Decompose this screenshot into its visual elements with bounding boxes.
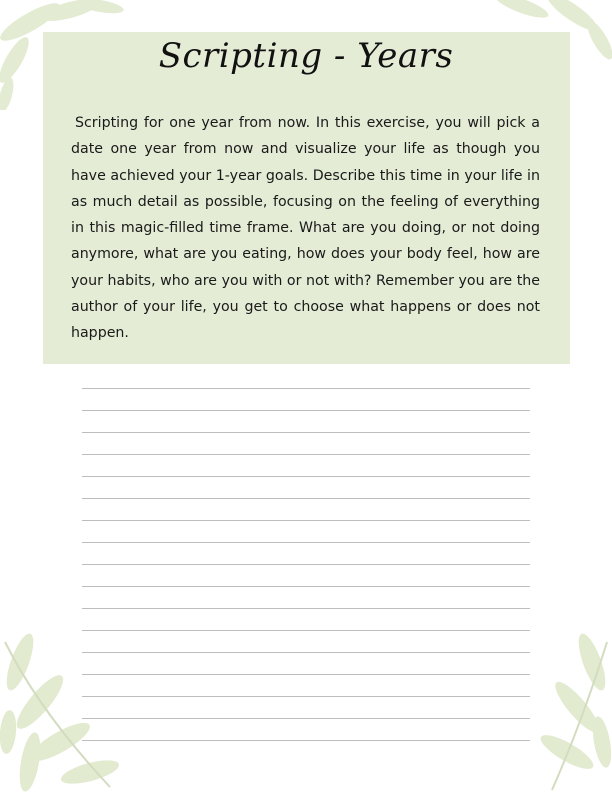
writing-line — [82, 542, 530, 543]
writing-line — [82, 410, 530, 411]
writing-line — [82, 432, 530, 433]
writing-line — [82, 454, 530, 455]
leaf-decoration-bottom-right-icon — [522, 632, 612, 792]
writing-line — [82, 586, 530, 587]
writing-line — [82, 564, 530, 565]
writing-line — [82, 608, 530, 609]
writing-line — [82, 520, 530, 521]
intro-paragraph: Scripting for one year from now. In this exercise, you will pick a date one year from now and visualize your life as though you have achieved your 1-year goals. Describe this time in your life in as much detail as possible, focusing on the feeling of everything in this magic-filled time frame. What are you doing, or not doing anymore, what are you eating, how does your body feel, how are your habits, who are you with or not with? Remember you are the author of your life, you get to choose what happens or does not happen. — [71, 115, 540, 342]
writing-line — [82, 674, 530, 675]
writing-line — [82, 476, 530, 477]
page-title: Scripting - Years — [158, 36, 454, 76]
writing-line — [82, 718, 530, 719]
writing-lines[interactable] — [82, 388, 530, 762]
writing-line — [82, 388, 530, 389]
writing-line — [82, 630, 530, 631]
writing-line — [82, 652, 530, 653]
writing-line — [82, 696, 530, 697]
writing-line — [82, 740, 530, 741]
writing-line — [82, 498, 530, 499]
